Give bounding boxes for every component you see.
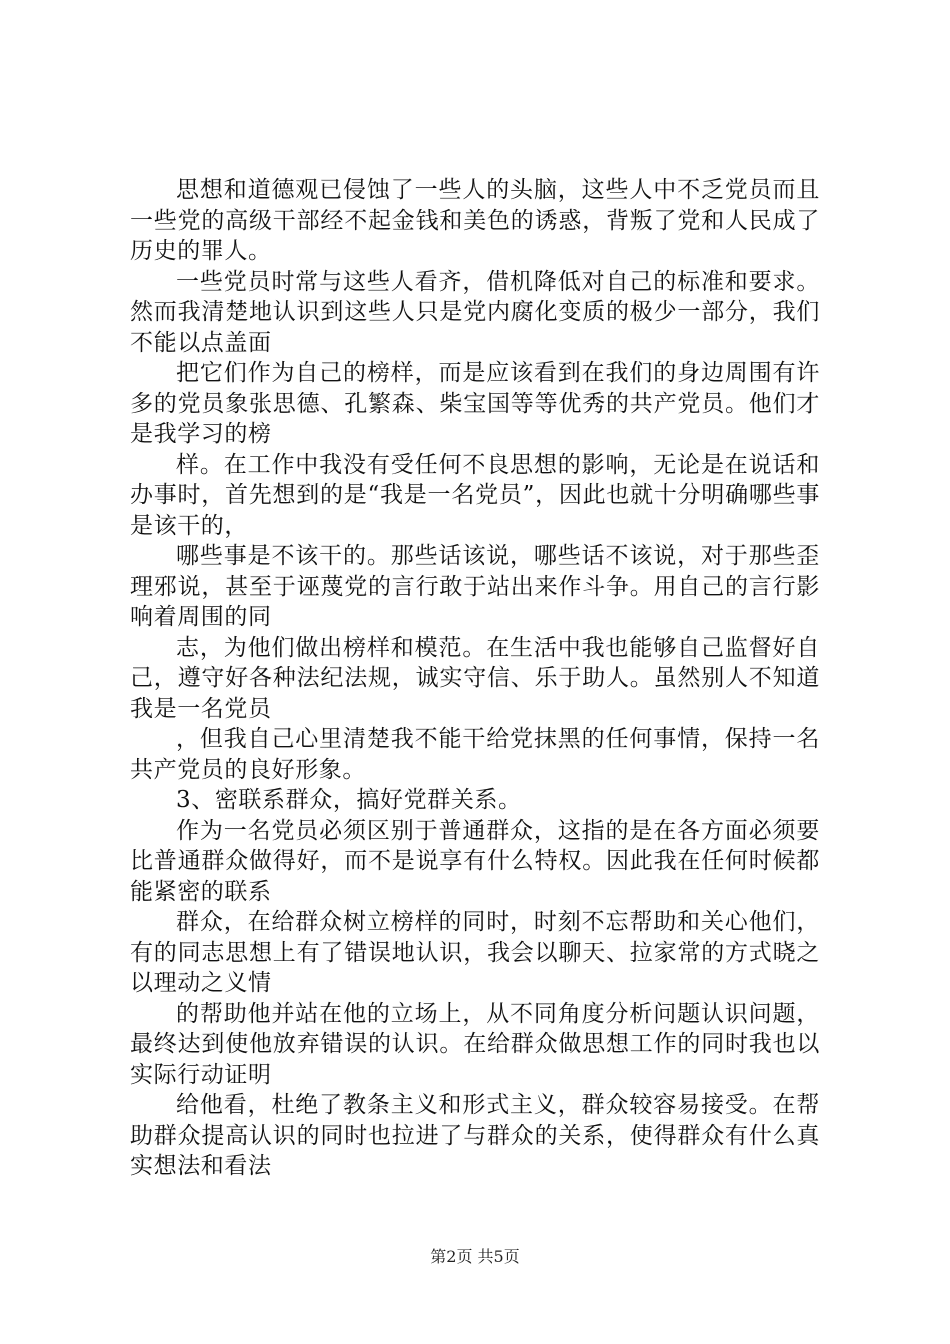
paragraph: 样。在工作中我没有受任何不良思想的影响，无论是在说话和办事时，首先想到的是“我是一名党员”，因此也就十分明确哪些事是该干的，: [130, 451, 820, 539]
paragraph: 一些党员时常与这些人看齐，借机降低对自己的标准和要求。然而我清楚地认识到这些人只是党内腐化变质的极少一部分，我们不能以点盖面: [130, 268, 820, 356]
paragraph: 给他看，杜绝了教条主义和形式主义，群众较容易接受。在帮助群众提高认识的同时也拉进了与群众的关系，使得群众有什么真实想法和看法: [130, 1092, 820, 1179]
paragraph: 的帮助他并站在他的立场上，从不同角度分析问题认识问题，最终达到使他放弃错误的认识。在给群众做思想工作的同时我也以实际行动证明: [130, 1000, 820, 1088]
paragraph: 思想和道德观已侵蚀了一些人的头脑，这些人中不乏党员而且一些党的高级干部经不起金钱和美色的诱惑，背叛了党和人民成了历史的罪人。: [130, 177, 820, 264]
paragraph: 哪些事是不该干的。那些话该说，哪些话不该说，对于那些歪理邪说，甚至于诬蔑党的言行敢于站出来作斗争。用自己的言行影响着周围的同: [130, 543, 820, 630]
paragraph: 群众，在给群众树立榜样的同时，时刻不忘帮助和关心他们，有的同志思想上有了错误地认识，我会以聊天、拉家常的方式晓之以理动之义情: [130, 909, 820, 996]
paragraph: 作为一名党员必须区别于普通群众，这指的是在各方面必须要比普通群众做得好，而不是说享有什么特权。因此我在任何时候都能紧密的联系: [130, 817, 820, 905]
page-footer: 第2页 共5页: [430, 1247, 520, 1266]
paragraph: 把它们作为自己的榜样，而是应该看到在我们的身边周围有许多的党员象张思德、孔繁森、柴宝国等等优秀的共产党员。他们才是我学习的榜: [130, 360, 820, 447]
paragraph: 志，为他们做出榜样和模范。在生活中我也能够自己监督好自己，遵守好各种法纪法规，诚实守信、乐于助人。虽然别人不知道我是一名党员: [130, 634, 820, 722]
document-body: [130, 175, 820, 1182]
paragraph: ，但我自己心里清楚我不能干给党抹黑的任何事情，保持一名共产党员的良好形象。: [130, 726, 820, 783]
section-heading: 3、密联系群众，搞好党群关系。: [176, 787, 522, 813]
